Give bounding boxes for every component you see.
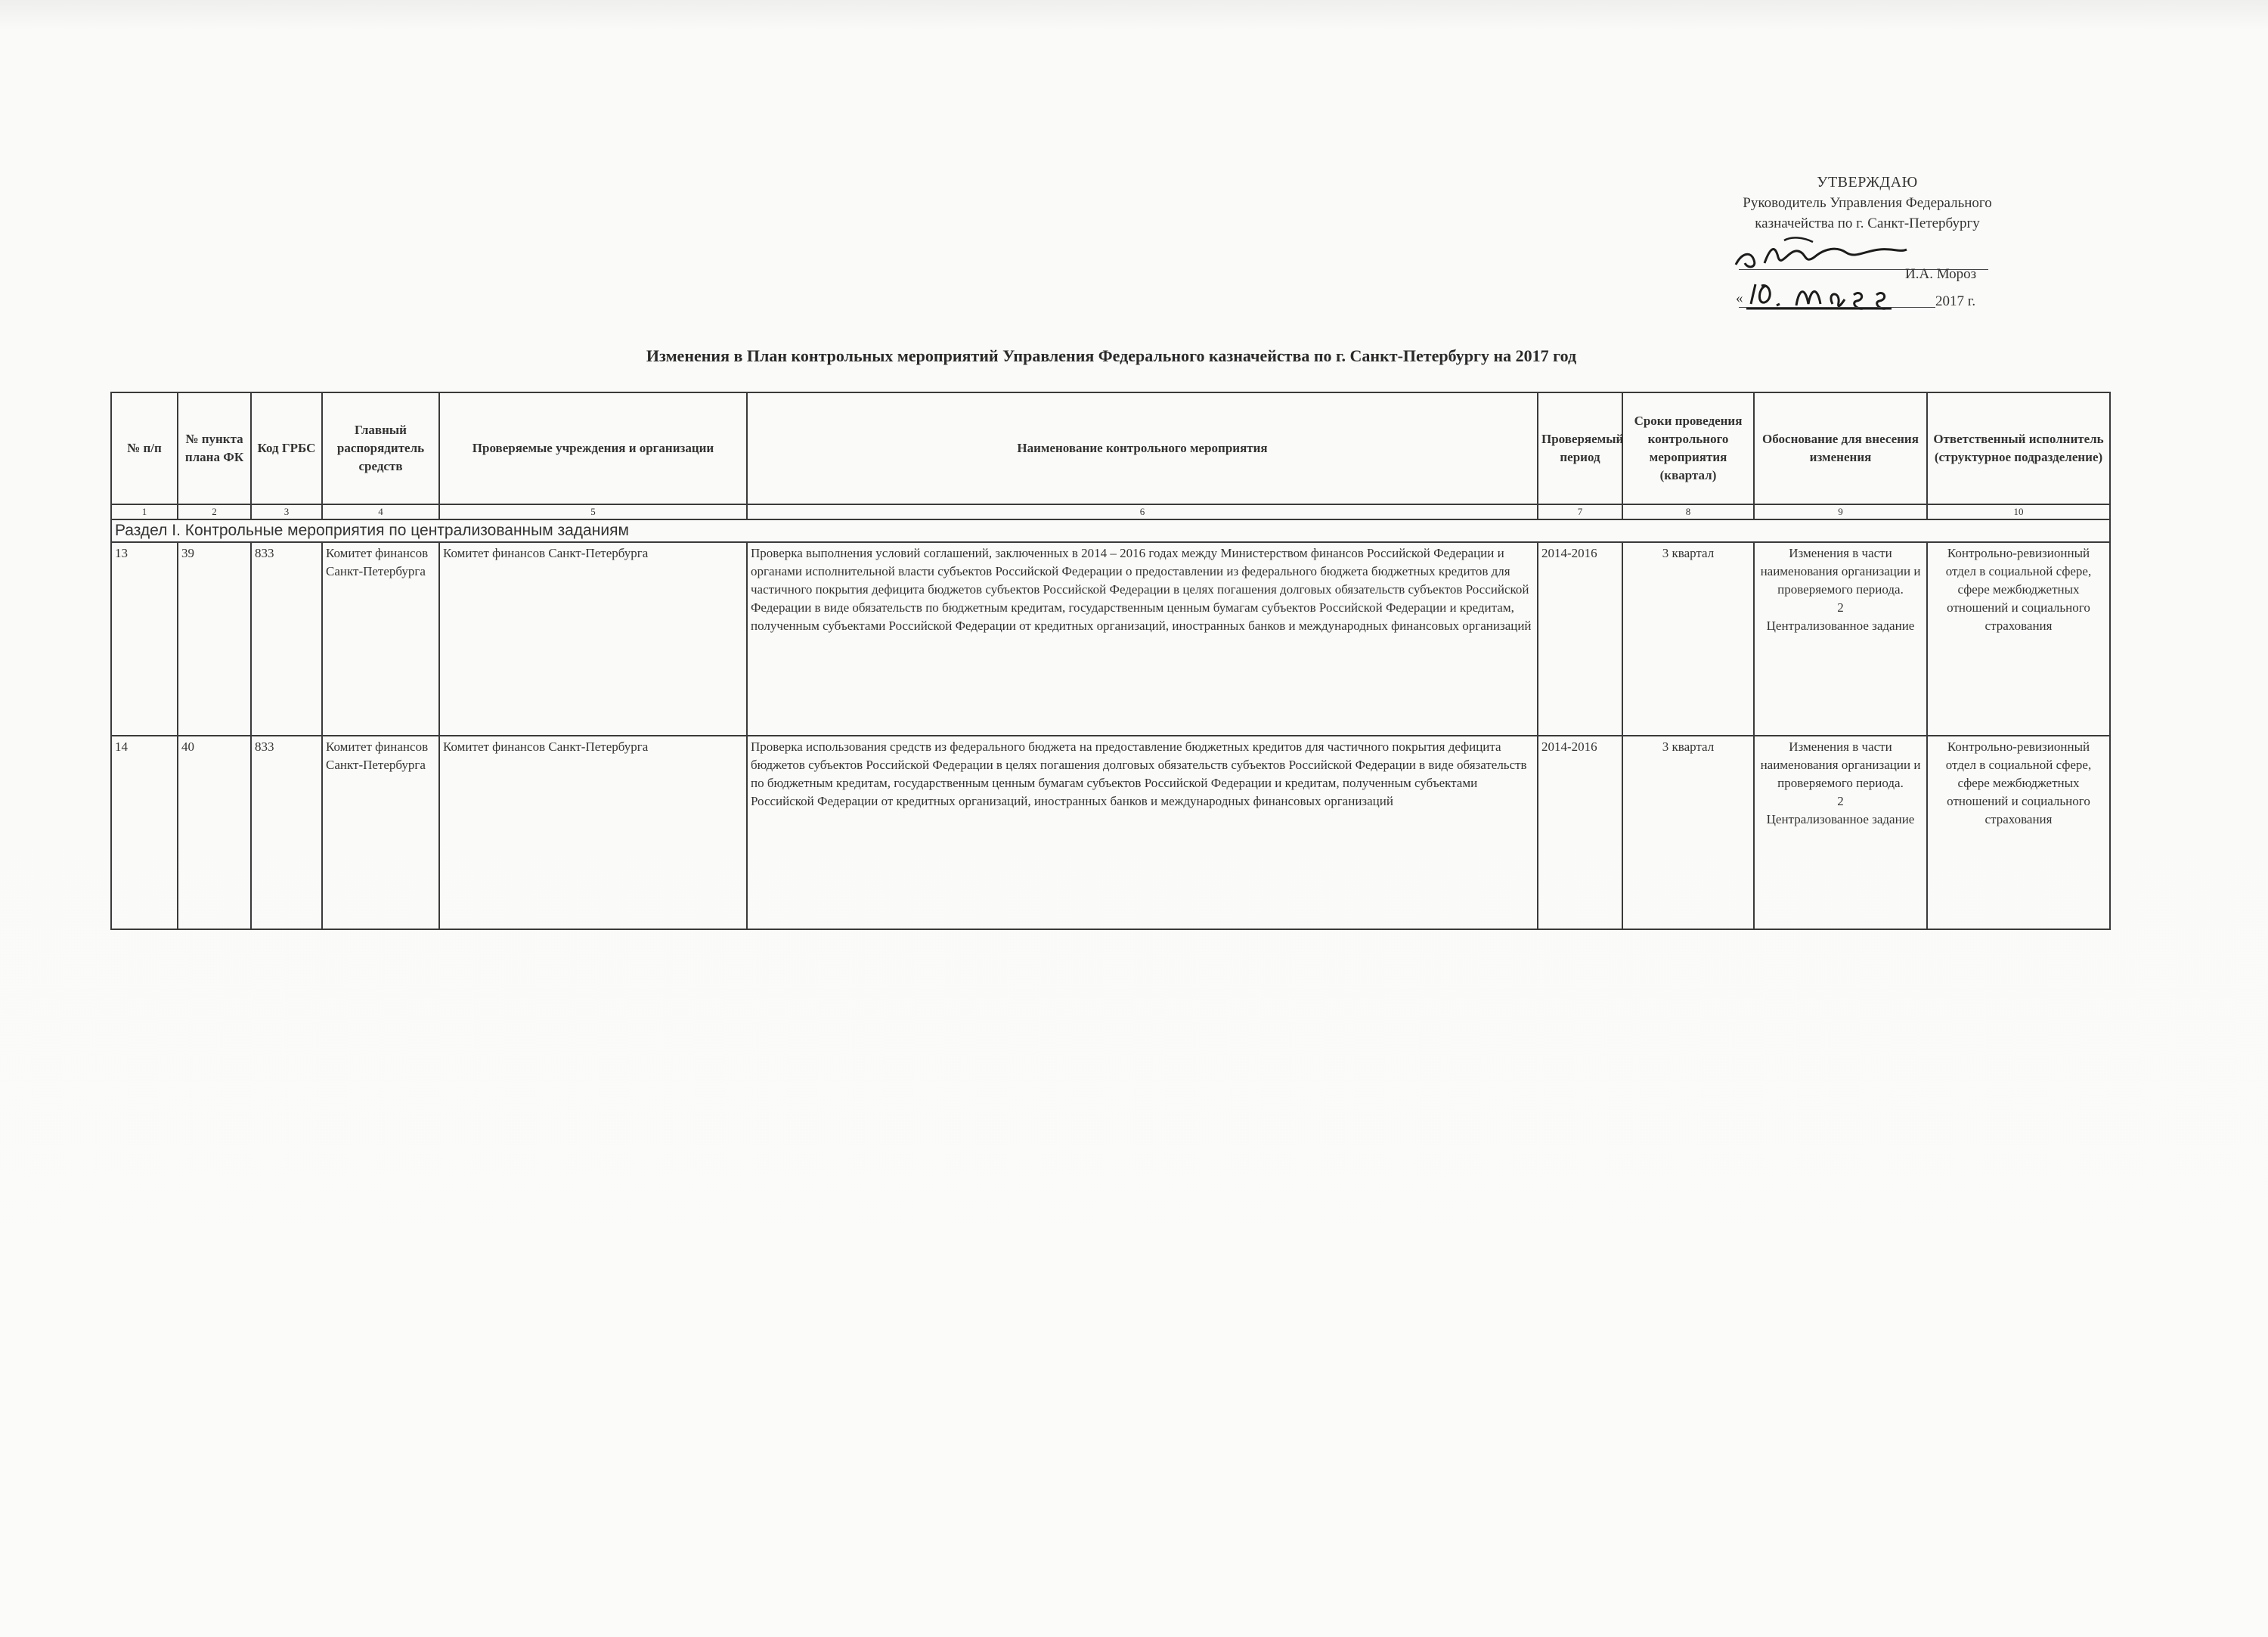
document-title: Изменения в План контрольных мероприятий Управления Федерального казначейства по г. Санкт-Петербургу на 2017 год xyxy=(646,346,1577,365)
control-event: Проверка использования средств из федерального бюджета на предоставление бюджетных кредитов для частичного покрытия дефицита бюджетов субъектов Российской Федерации в целях погашения долговых обязательств субъектов Российской Федерации в виде обязательств по бюджетным кредитам, государственным ценным бумагам субъектов Российской Федерации и кредитам, полученным субъектами Российской Федерации от кредитных организаций, иностранных банков и международных финансовых организаций xyxy=(747,736,1538,929)
column-number-row xyxy=(111,504,2110,519)
column-number: 1 xyxy=(111,504,178,519)
header-cell: Сроки проведения контрольного мероприятия (квартал) xyxy=(1622,392,1754,504)
quarter: 3 квартал xyxy=(1622,542,1754,736)
justification-text: Изменения в части наименования организации и проверяемого периода. xyxy=(1760,739,1921,790)
control-plan-table xyxy=(110,392,2111,930)
grbs-code: 833 xyxy=(251,736,322,929)
column-number: 8 xyxy=(1622,504,1754,519)
date-open-quote: « xyxy=(1736,290,1743,306)
row-number: 14 xyxy=(111,736,178,929)
header-cell: Проверяемый период xyxy=(1538,392,1622,504)
column-number: 4 xyxy=(322,504,439,519)
column-number: 2 xyxy=(178,504,251,519)
column-number: 3 xyxy=(251,504,322,519)
audited-organization: Комитет финансов Санкт-Петербурга xyxy=(439,542,747,736)
audited-organization: Комитет финансов Санкт-Петербурга xyxy=(439,736,747,929)
control-event: Проверка выполнения условий соглашений, заключенных в 2014 – 2016 годах между Министерством финансов Российской Федерации и органами исполнительной власти субъектов Российской Федерации о предоставлении из федерального бюджета бюджетных кредитов для частичного покрытия дефицита бюджетов субъектов Российской Федерации в целях погашения долговых обязательств субъектов Российской Федерации в виде обязательств по бюджетным кредитам, государственным ценным бумагам субъектов Российской Федерации и кредитам, полученным субъектами Российской Федерации от кредитных организаций, иностранных банков и международных финансовых организаций xyxy=(747,542,1538,736)
approval-title: УТВЕРЖДАЮ xyxy=(1817,174,1918,191)
justification-number: 2 xyxy=(1837,794,1844,808)
table-row xyxy=(111,542,2110,736)
grbs-code: 833 xyxy=(251,542,322,736)
section-row xyxy=(111,519,2110,542)
header-cell: Код ГРБС xyxy=(251,392,322,504)
signer-name: И.А. Мороз xyxy=(1905,266,1977,282)
audited-period: 2014-2016 xyxy=(1538,736,1622,929)
header-cell: № пункта плана ФК xyxy=(178,392,251,504)
plan-item-number: 39 xyxy=(178,542,251,736)
justification xyxy=(1754,542,1927,736)
justification-type: Централизованное задание xyxy=(1766,619,1915,633)
table-row xyxy=(111,736,2110,929)
main-manager: Комитет финансов Санкт-Петербурга xyxy=(322,736,439,929)
header-cell: Ответственный исполнитель (структурное подразделение) xyxy=(1927,392,2110,504)
header-cell: Главный распорядитель средств xyxy=(322,392,439,504)
header-cell: № п/п xyxy=(111,392,178,504)
column-number: 5 xyxy=(439,504,747,519)
column-number: 6 xyxy=(747,504,1538,519)
main-manager: Комитет финансов Санкт-Петербурга xyxy=(322,542,439,736)
header-cell: Проверяемые учреждения и организации xyxy=(439,392,747,504)
responsible-executor: Контрольно-ревизионный отдел в социальной сфере, сфере межбюджетных отношений и социального страхования xyxy=(1927,736,2110,929)
row-number: 13 xyxy=(111,542,178,736)
date-line xyxy=(1739,307,1935,308)
justification-number: 2 xyxy=(1837,600,1844,615)
plan-item-number: 40 xyxy=(178,736,251,929)
header-cell: Обоснование для внесения изменения xyxy=(1754,392,1927,504)
column-number: 10 xyxy=(1927,504,2110,519)
handwritten-signature xyxy=(1731,234,1913,277)
quarter: 3 квартал xyxy=(1622,736,1754,929)
approval-block xyxy=(1701,172,2034,234)
audited-period: 2014-2016 xyxy=(1538,542,1622,736)
justification-text: Изменения в части наименования организации и проверяемого периода. xyxy=(1760,546,1921,597)
section-title: Раздел I. Контрольные мероприятия по централизованным заданиям xyxy=(111,519,2110,542)
header-cell: Наименование контрольного мероприятия xyxy=(747,392,1538,504)
column-number: 9 xyxy=(1754,504,1927,519)
approval-position-line2: казначейства по г. Санкт-Петербургу xyxy=(1755,215,1980,231)
justification-type: Централизованное задание xyxy=(1766,812,1915,826)
date-year: 2017 г. xyxy=(1935,293,1976,309)
approval-position-line1: Руководитель Управления Федерального xyxy=(1743,195,1992,211)
responsible-executor: Контрольно-ревизионный отдел в социальной сфере, сфере межбюджетных отношений и социального страхования xyxy=(1927,542,2110,736)
justification xyxy=(1754,736,1927,929)
column-number: 7 xyxy=(1538,504,1622,519)
header-row xyxy=(111,392,2110,504)
